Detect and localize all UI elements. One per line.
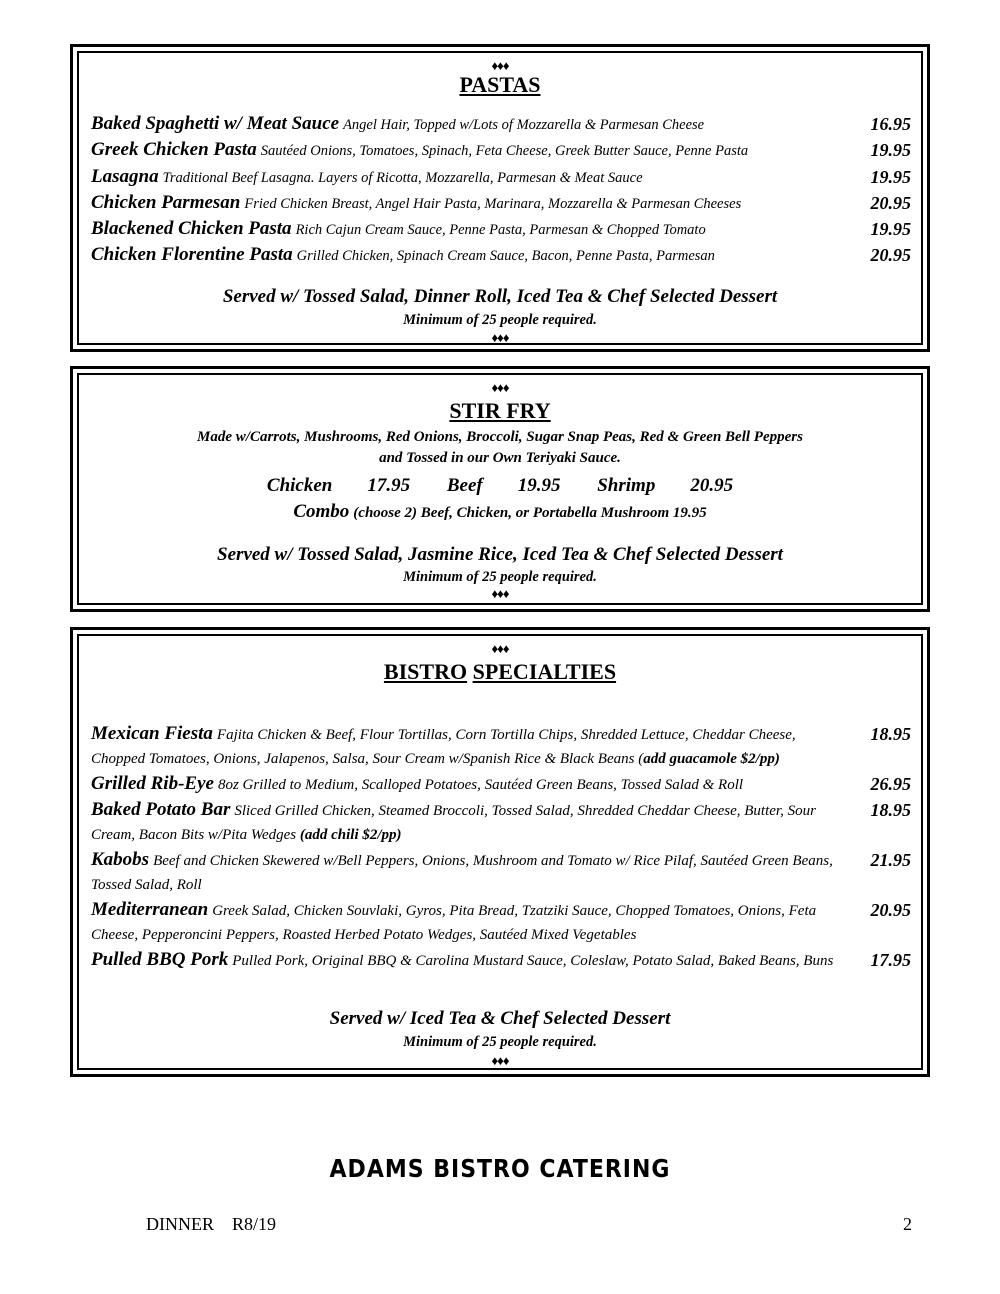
served-with: Served w/ Tossed Salad, Jasmine Rice, Iced Tea & Chef Selected Dessert (217, 544, 783, 565)
section-title: PASTAS (459, 72, 541, 97)
stirfry-description (79, 427, 921, 469)
item-price: 19.95 (870, 219, 911, 240)
served-with: Served w/ Tossed Salad, Dinner Roll, Iced Tea & Chef Selected Dessert (222, 286, 778, 307)
stirfry-prices (79, 473, 921, 499)
minimum-note: Minimum of 25 people required. (403, 312, 597, 328)
menu-item (91, 190, 921, 216)
menu-item (91, 722, 921, 771)
menu-item (91, 164, 921, 190)
ornament-bottom: ♦♦♦ (491, 586, 509, 601)
stirfry-desc-line: and Tossed in our Own Teriyaki Sauce. (379, 450, 621, 466)
item-desc: Traditional Beef Lasagna. Layers of Ricotta, Mozzarella, Parmesan & Meat Sauce (162, 169, 643, 186)
combo-text: (choose 2) Beef, Chicken, or Portabella Mushroom 19.95 (353, 505, 707, 521)
item-price: 18.95 (870, 724, 911, 744)
item-desc: Angel Hair, Topped w/Lots of Mozzarella & Parmesan Cheese (343, 117, 705, 133)
pastas-list (91, 111, 921, 269)
price-option: Beef 19.95 (446, 475, 561, 496)
menu-item (91, 216, 921, 242)
bistro-list (91, 722, 921, 974)
item-price: 21.95 (870, 850, 911, 870)
menu-item (91, 798, 921, 847)
item-desc: Fried Chicken Breast, Angel Hair Pasta, Marinara, Mozzarella & Parmesan Cheeses (244, 195, 742, 212)
item-desc: 8oz Grilled to Medium, Scalloped Potatoes, Sautéed Green Beans, Tossed Salad & Roll (217, 777, 744, 793)
pastas-section (70, 44, 930, 352)
item-desc: Sautéed Onions, Tomatoes, Spinach, Feta Cheese, Greek Butter Sauce, Penne Pasta (260, 143, 749, 160)
combo-option (79, 499, 921, 526)
item-name: Baked Spaghetti w/ Meat Sauce (91, 113, 340, 134)
item-desc: Beef and Chicken Skewered w/Bell Peppers, Onions, Mushroom and Tomato w/ Rice Pilaf, Sautéed Green Beans, Tossed Salad, Roll (91, 853, 833, 893)
ornament-top: ♦♦♦ (491, 380, 509, 395)
price-option: Shrimp 20.95 (597, 475, 734, 496)
item-name: Chicken Florentine Pasta (91, 244, 293, 266)
item-name: Lasagna (91, 165, 159, 187)
served-with: Served w/ Iced Tea & Chef Selected Dessert (329, 1008, 671, 1029)
price-option: Chicken 17.95 (266, 475, 411, 496)
item-name: Chicken Parmesan (91, 191, 241, 213)
menu-item (91, 137, 921, 163)
minimum-note: Minimum of 25 people required. (403, 569, 597, 585)
item-price: 18.95 (870, 800, 911, 820)
ornament-top: ♦♦♦ (491, 641, 509, 656)
menu-item (91, 948, 921, 973)
ornament-top: ♦♦♦ (491, 58, 509, 73)
item-name: Mexican Fiesta (91, 723, 213, 744)
item-price: 20.95 (870, 192, 911, 213)
stirfry-desc-line: Made w/Carrots, Mushrooms, Red Onions, Broccoli, Sugar Snap Peas, Red & Green Bell Peppers (197, 429, 803, 445)
item-name: Greek Chicken Pasta (91, 139, 257, 161)
item-price: 20.95 (870, 900, 911, 920)
section-title: BISTRO SPECIALTIES (383, 659, 617, 684)
item-name: Blackened Chicken Pasta (91, 218, 292, 240)
menu-item (91, 772, 921, 797)
stirfry-section (70, 366, 930, 612)
item-desc: Rich Cajun Cream Sauce, Penne Pasta, Parmesan & Chopped Tomato (295, 222, 706, 239)
item-extra: (add chili $2/pp) (299, 827, 402, 843)
item-desc: Greek Salad, Chicken Souvlaki, Gyros, Pita Bread, Tzatziki Sauce, Chopped Tomatoes, Onions, Feta Cheese, Pepperoncini Peppers, Roasted Herbed Potato Wedges, Sautéed Mixed Vegetables (91, 903, 817, 943)
brand-logo: ADAMS BISTRO CATERING (329, 1155, 671, 1184)
menu-item (91, 848, 921, 897)
item-price: 19.95 (870, 140, 911, 161)
minimum-note: Minimum of 25 people required. (403, 1034, 597, 1050)
item-desc: Sliced Grilled Chicken, Steamed Broccoli, Tossed Salad, Shredded Cheddar Cheese, Butter, Sour Cream, Bacon Bits w/Pita Wedges (91, 803, 816, 843)
item-extra: add guacamole $2/pp) (643, 751, 780, 767)
item-price: 16.95 (870, 114, 911, 134)
item-price: 19.95 (870, 166, 911, 187)
footer-menu-code: DINNER R8/19 (146, 1214, 276, 1234)
ornament-bottom: ♦♦♦ (491, 330, 509, 345)
item-desc: Fajita Chicken & Beef, Flour Tortillas, Corn Tortilla Chips, Shredded Lettuce, Cheddar Cheese, Chopped Tomatoes, Onions, Jalapenos, Salsa, Sour Cream w/Spanish Rice & Black Beans ( (91, 727, 796, 767)
item-name: Kabobs (91, 849, 150, 870)
item-name: Pulled BBQ Pork (91, 949, 229, 970)
item-desc: Pulled Pork, Original BBQ & Carolina Mustard Sauce, Coleslaw, Potato Salad, Baked Beans, Buns (232, 953, 834, 969)
section-title: STIR FRY (449, 398, 551, 423)
item-desc: Grilled Chicken, Spinach Cream Sauce, Bacon, Penne Pasta, Parmesan (296, 248, 715, 265)
item-price: 20.95 (870, 245, 911, 266)
menu-item (91, 898, 921, 947)
menu-item (91, 242, 921, 268)
combo-label: Combo (293, 501, 350, 522)
page-number: 2 (903, 1214, 912, 1234)
item-name: Grilled Rib-Eye (91, 773, 214, 794)
bistro-section (70, 627, 930, 1077)
item-name: Mediterranean (91, 899, 209, 920)
item-name: Baked Potato Bar (91, 799, 231, 820)
item-price: 26.95 (870, 774, 911, 794)
ornament-bottom: ♦♦♦ (491, 1053, 509, 1068)
item-price: 17.95 (870, 950, 911, 970)
menu-item (91, 111, 921, 137)
